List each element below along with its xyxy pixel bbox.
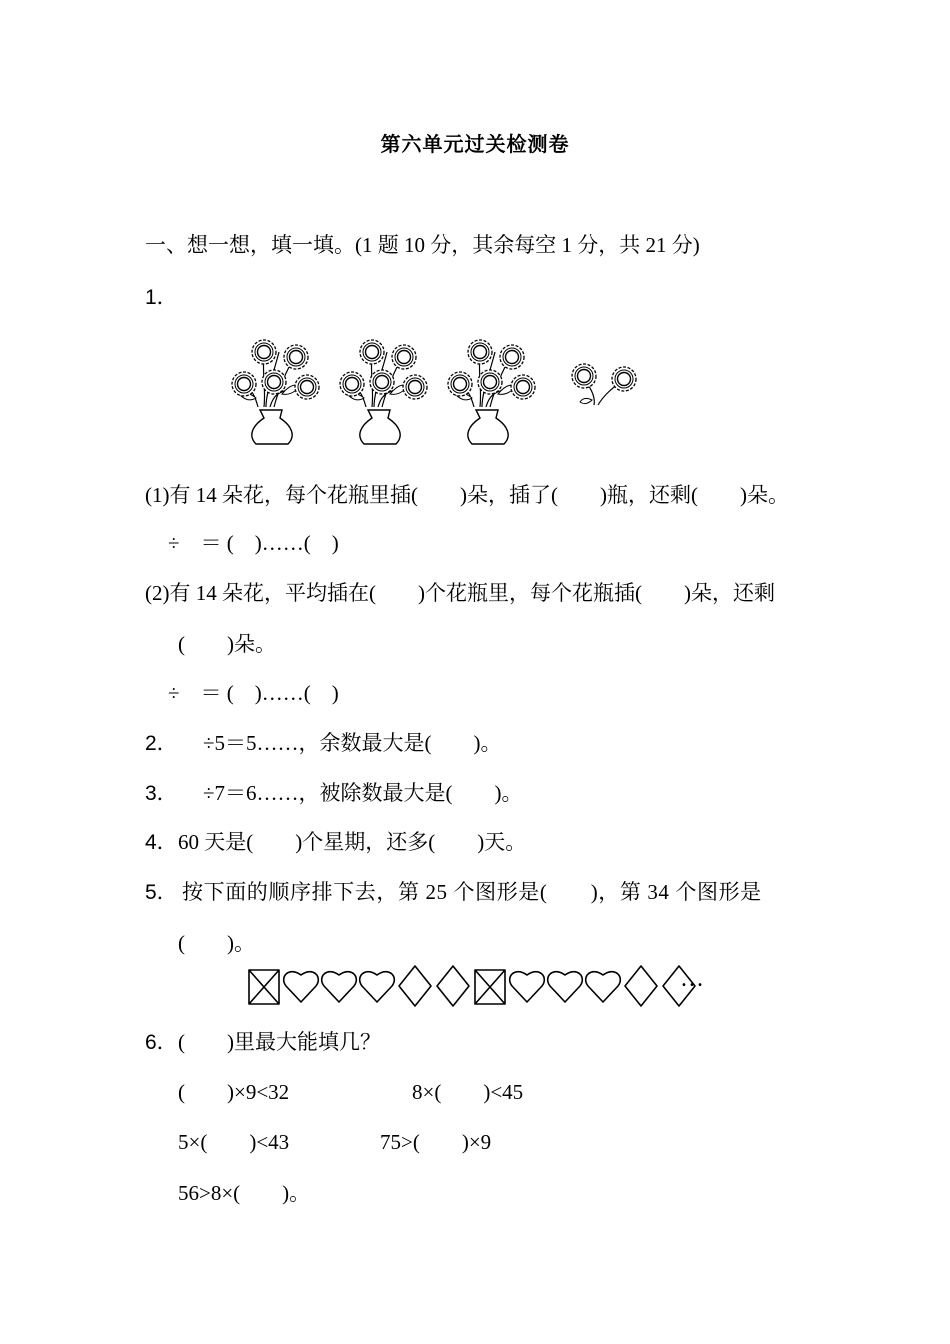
- q2-text: ÷5＝5……，余数最大是( )。: [203, 731, 502, 755]
- q6-row2-a: 5×( )<43: [178, 1130, 290, 1154]
- q6-row1-a: ( )×9<32: [178, 1080, 290, 1104]
- q3-text: ÷7＝6……，被除数最大是( )。: [203, 781, 523, 805]
- heart-shape: [548, 972, 583, 1002]
- diamond-shape: [625, 966, 657, 1006]
- pattern-ellipsis: …: [680, 966, 704, 992]
- vase-group-1: [232, 340, 319, 444]
- q6-number: 6．: [145, 1031, 178, 1054]
- q1-part1: (1)有 14 朵花，每个花瓶里插( )朵，插了( )瓶，还剩( )朵。: [145, 483, 789, 507]
- q5-line1: 按下面的顺序排下去，第 25 个图形是( )，第 34 个图形是: [182, 880, 762, 904]
- heart-shape: [510, 972, 545, 1002]
- q6-row3: 56>8×( )。: [178, 1181, 311, 1205]
- page-title: 第六单元过关检测卷: [380, 134, 570, 156]
- q1-equation2: ÷ ＝ ( )……( ): [168, 681, 339, 705]
- heart-shape: [284, 972, 319, 1002]
- q1-equation1: ÷ ＝ ( )……( ): [168, 531, 339, 555]
- q4-number: 4．: [145, 831, 178, 854]
- flower-vases-illustration: [228, 330, 648, 450]
- vase-group-3: [448, 340, 535, 444]
- q6-row1-b: 8×( )<45: [412, 1080, 524, 1104]
- q5-line2: ( )。: [178, 931, 255, 955]
- diamond-shape: [437, 966, 469, 1006]
- q4-text: 60 天是( )个星期，还多( )天。: [178, 830, 527, 854]
- q6-row2-b: 75>( )×9: [380, 1130, 492, 1154]
- heart-shape: [360, 972, 395, 1002]
- diamond-shape: [399, 966, 431, 1006]
- hourglass-shape: [249, 970, 279, 1004]
- heart-shape: [322, 972, 357, 1002]
- vase-group-2: [340, 340, 427, 444]
- q1-number: 1．: [145, 286, 178, 309]
- hourglass-shape: [475, 970, 505, 1004]
- q2-number: 2．: [145, 732, 178, 755]
- q1-part2-line2: ( )朵。: [178, 632, 276, 656]
- q1-part2-line1: (2)有 14 朵花，平均插在( )个花瓶里，每个花瓶插( )朵，还剩: [145, 581, 775, 605]
- shape-pattern: [245, 962, 715, 1008]
- section-heading: 一、想一想，填一填。(1 题 10 分，其余每空 1 分，共 21 分): [145, 233, 700, 257]
- q5-number: 5．: [145, 881, 178, 904]
- heart-shape: [586, 972, 621, 1002]
- q3-number: 3．: [145, 782, 178, 805]
- q6-text: ( )里最大能填几？: [178, 1030, 381, 1054]
- loose-flowers: [572, 364, 636, 405]
